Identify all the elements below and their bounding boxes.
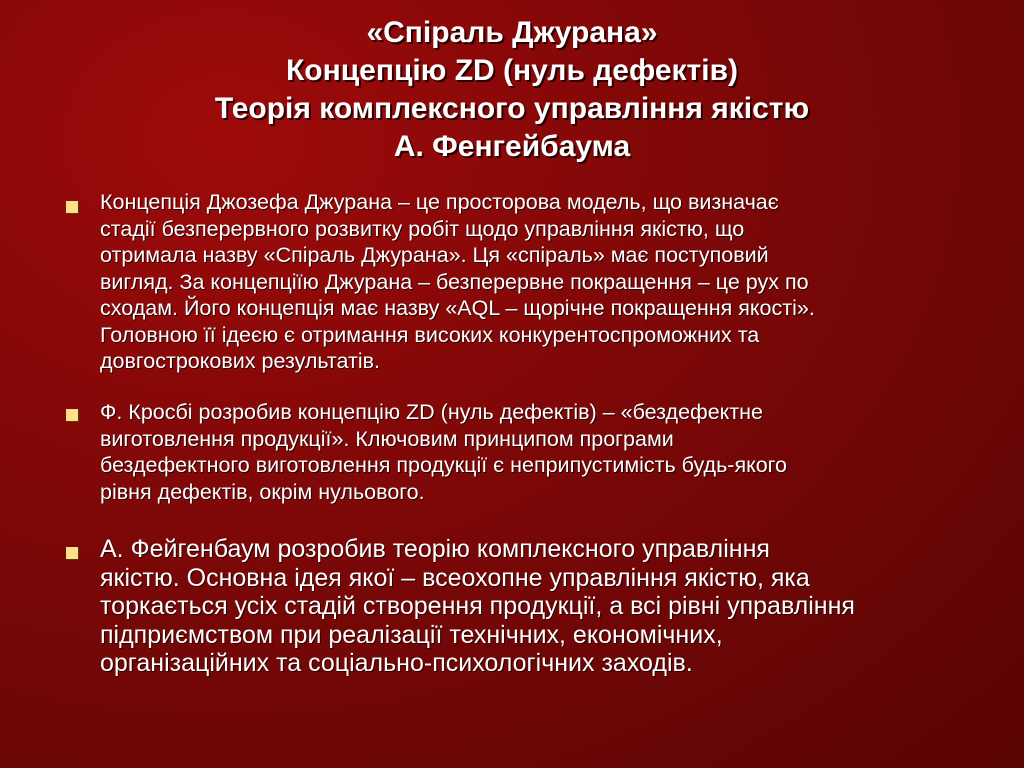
bullet-line: бездефектного виготовлення продукції є неприпустимість будь-якого [100, 453, 788, 477]
slide-title [40, 14, 984, 166]
bullet-line: рівня дефектів, окрім нульового. [100, 479, 425, 504]
bullet-line: якістю. Основна ідея якої – всеохопне управління якістю, яка [100, 563, 810, 592]
bullet-line: А. Фейгенбаум розробив теорію комплексного управління [100, 535, 770, 563]
title-line: Концепцію ZD (нуль дефектів) [285, 54, 739, 87]
bullet-line: Головною її ідеєю є отримання високих конкурентоспроможних та [100, 322, 760, 347]
title-line: Теорія комплексного управління якістю [214, 92, 810, 125]
bullet-text [100, 399, 970, 505]
bullet-line: довгострокових результатів. [100, 349, 381, 373]
bullet-line: виготовлення продукції». Ключовим принципом програми [100, 426, 674, 451]
square-bullet-icon [66, 201, 78, 213]
bullet-line: Ф. Кросбі розробив концепцію ZD (нуль дефектів) – «бездефектне [100, 400, 763, 424]
bullet-line: вигляд. За концепціїю Джурана – безперервне покращення – це рух по [100, 269, 809, 294]
title-line: А. Фенгейбаума [393, 130, 631, 163]
bullet-text [100, 189, 970, 375]
bullet-line: торкається усіх стадій створення продукції, а всі рівні управління [100, 592, 855, 620]
bullet-line: отримала назву «Спіраль Джурана». Ця «спіраль» має поступовий [100, 243, 769, 267]
bullet-line: стадії безперервного розвитку робіт щодо управління якістю, що [100, 216, 745, 241]
square-bullet-icon [66, 409, 78, 421]
bullet-line: сходам. Його концепція має назву «AQL – щорічне покращення якості». [100, 296, 815, 320]
bullet-line: підприємством при реалізації технічних, економічних, [100, 620, 723, 649]
title-line: «Спіраль Джурана» [366, 16, 658, 49]
square-bullet-icon [66, 547, 78, 559]
bullet-line: організаційних та соціально-психологічних заходів. [100, 649, 693, 677]
bullet-text [100, 535, 970, 678]
bullet-line: Концепція Джозефа Джурана – це просторова модель, що визначає [100, 190, 779, 214]
